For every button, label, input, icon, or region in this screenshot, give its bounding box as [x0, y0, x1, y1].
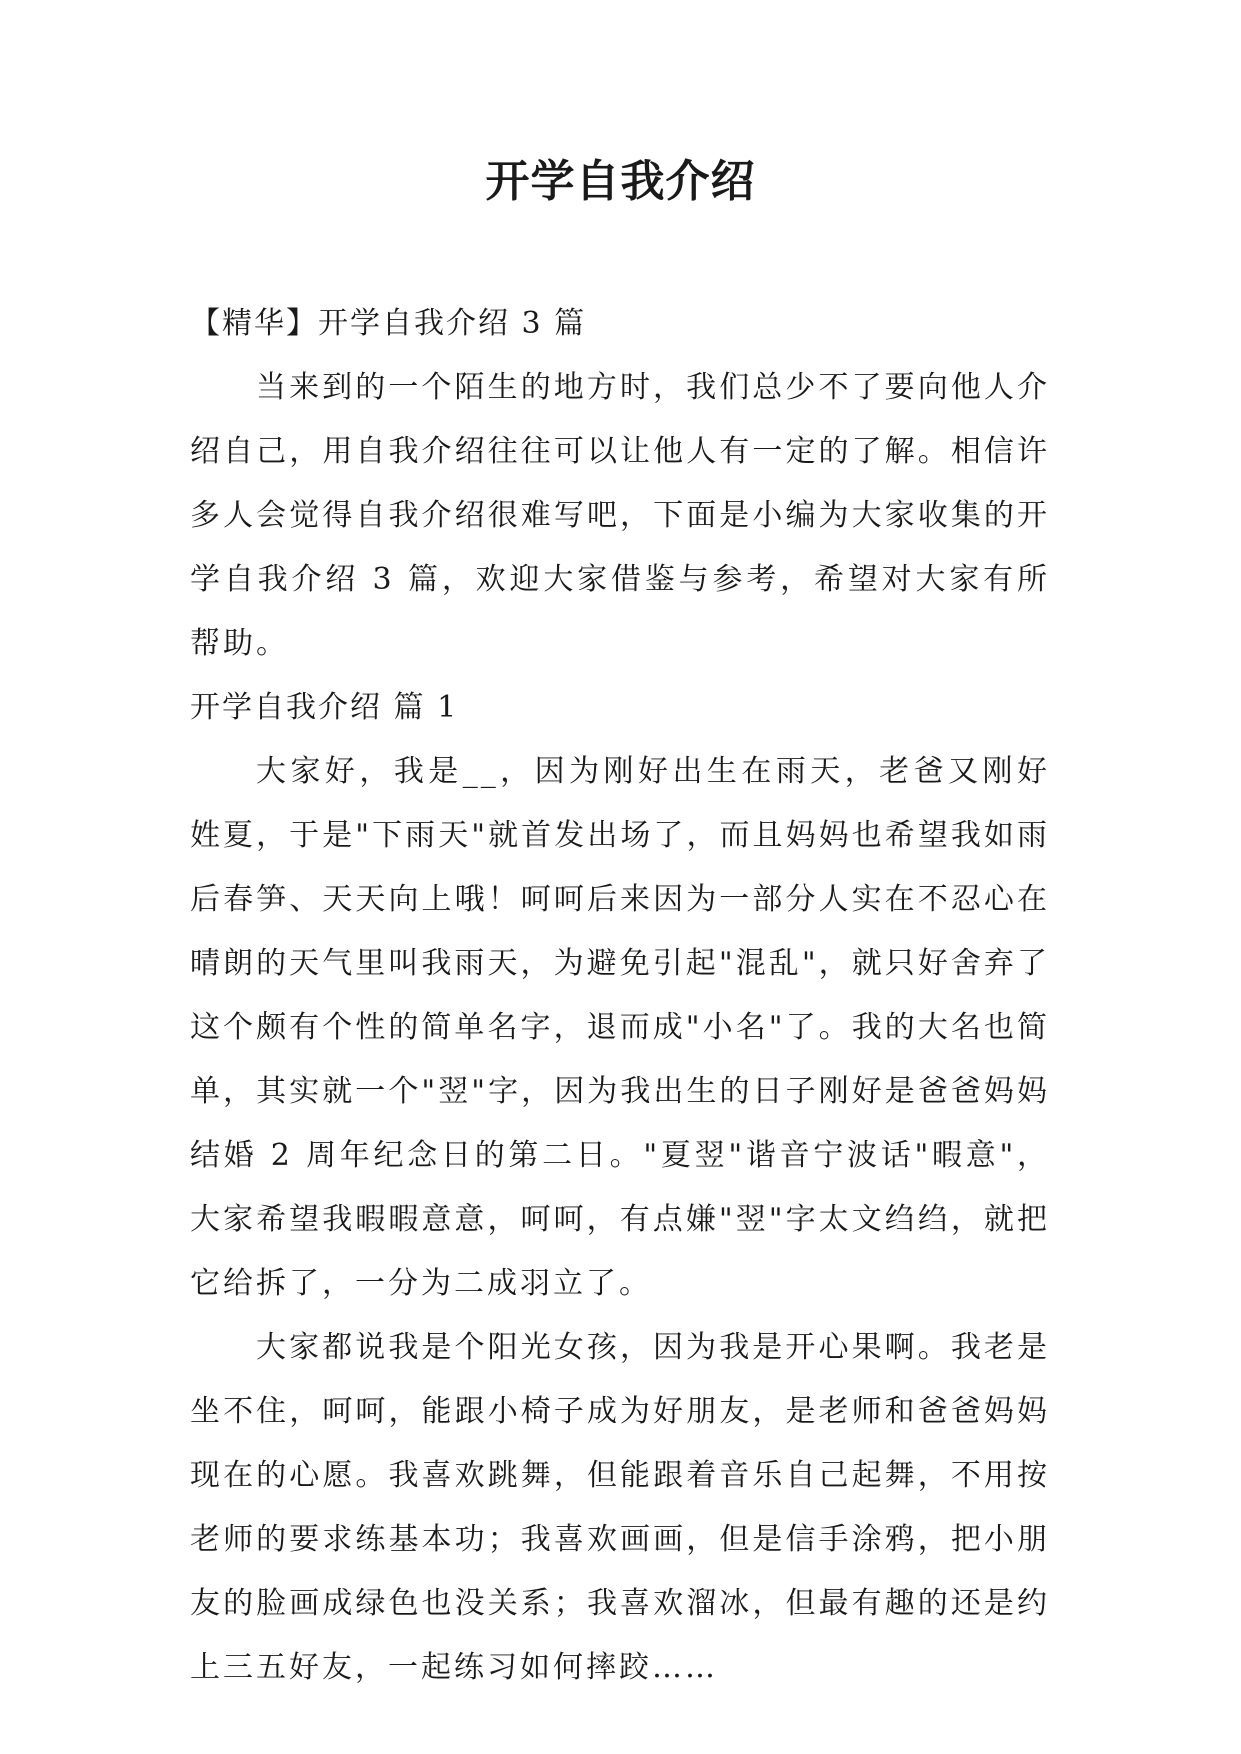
subtitle: 【精华】开学自我介绍 3 篇 [190, 306, 587, 341]
body-paragraph: 大家都说我是个阳光女孩，因为我是开心果啊。我老是坐不住，呵呵，能跟小椅子成为好朋友，是老师和爸爸妈妈现在的心愿。我喜欢跳舞，但能跟着音乐自己起舞，不用按老师的要求练基本功；我喜欢画画，但是信手涂鸦，把小朋友的脸画成绿色也没关系；我喜欢溜冰，但最有趣的还是约上三五好友，一起练习如何摔跤…… [190, 1330, 1050, 1685]
page-title: 开学自我介绍 [485, 156, 756, 207]
section-heading: 开学自我介绍 篇 1 [190, 690, 459, 725]
document-body [190, 292, 1050, 1700]
body-paragraph: 大家好，我是__，因为刚好出生在雨天，老爸又刚好姓夏，于是"下雨天"就首发出场了，而且妈妈也希望我如雨后春笋、天天向上哦！呵呵后来因为一部分人实在不忍心在晴朗的天气里叫我雨天，为避免引起"混乱"，就只好舍弃了这个颇有个性的简单名字，退而成"小名"了。我的大名也简单，其实就一个"翌"字，因为我出生的日子刚好是爸爸妈妈结婚 2 周年纪念日的第二日。"夏翌"谐音宁波话"暇意"，大家希望我暇暇意意，呵呵，有点嫌"翌"字太文绉绉，就把它给拆了，一分为二成羽立了。 [190, 754, 1050, 1301]
intro-paragraph: 当来到的一个陌生的地方时，我们总少不了要向他人介绍自己，用自我介绍往往可以让他人有一定的了解。相信许多人会觉得自我介绍很难写吧，下面是小编为大家收集的开学自我介绍 3 篇，欢迎大家借鉴与参考，希望对大家有所帮助。 [190, 370, 1050, 661]
